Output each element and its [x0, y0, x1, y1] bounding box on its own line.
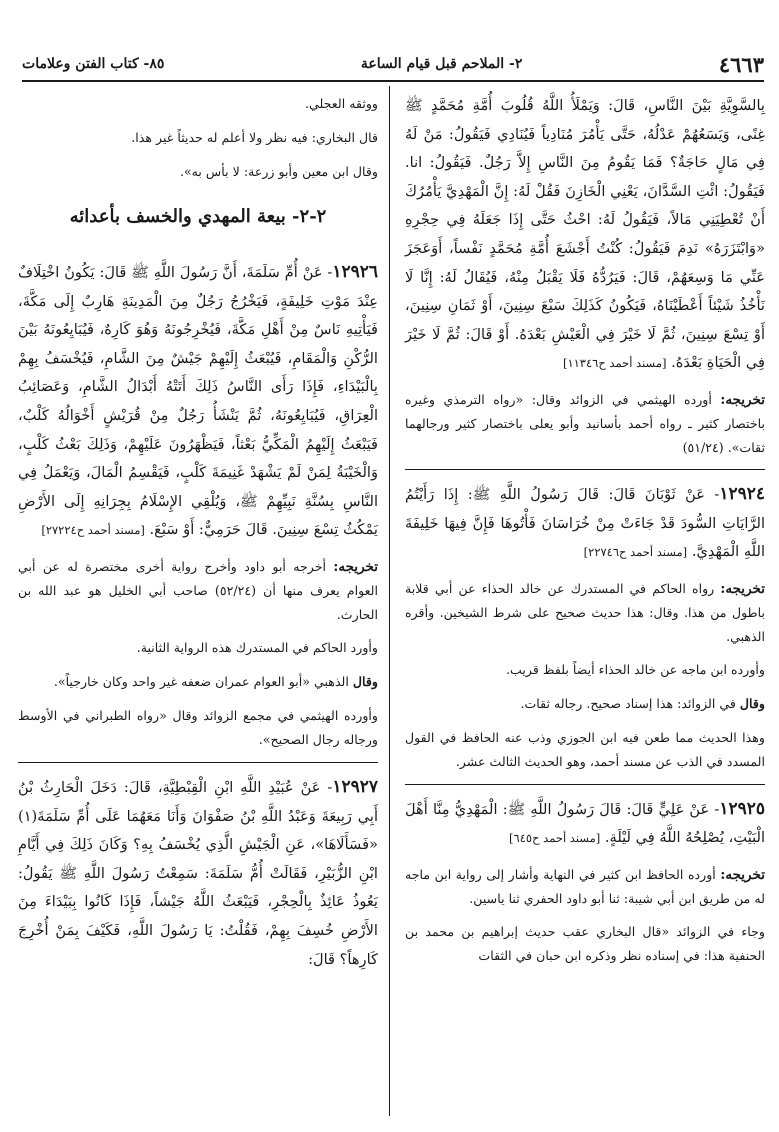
note-paragraph: وقال ابن معين وأبو زرعة: لا بأس به». [179, 164, 378, 179]
takhrij-text: أورده الحافظ ابن كثير في النهاية وأشار إلى رواية ابن ماجه له من طريق ابن أبي شيبة: ثنا أبو داود الحفري ثنا ياسين. [405, 866, 765, 906]
hadith-number: ١٢٩٢٦ [332, 262, 378, 282]
page-number: ٤٦٦٣ [718, 51, 764, 77]
hadith-12926 [18, 258, 378, 545]
takhrij-block [18, 555, 378, 627]
note-label: وقال [739, 695, 765, 711]
takhrij-block [405, 577, 765, 649]
takhrij-label: تخريجه: [720, 580, 765, 597]
hadith-continuation [405, 92, 765, 378]
hadith-source: [مسند أحمد ح١١٣٤٦] [562, 356, 667, 371]
note-paragraph: وأورده الهيثمي في مجمع الزوائد وقال «رواه الطبراني في الأوسط ورجاله رجال الصحيح». [18, 707, 378, 747]
note-paragraph [405, 692, 765, 716]
hadith-text: - عَنْ ثَوْبَانَ قَالَ: قَالَ رَسُولُ اللَّهِ ﷺ: إِذَا رَأَيْتُمُ الرَّايَاتِ السُّودَ قَدْ جَاءَتْ مِنْ خُرَاسَانَ فَأْتُوهَا فَإِنَّ فِيهَا خَلِيفَةَ اللَّهِ الْمَهْدِيَّ. [405, 485, 765, 561]
right-column [405, 92, 765, 978]
hadith-12924 [405, 480, 765, 567]
page-header [22, 48, 764, 82]
column-divider [389, 86, 390, 1116]
takhrij-text: أخرجه أبو داود وأخرج رواية أخرى مختصرة له عن أبي العوام يعرف منها أن (٥٢/٢٤) صاحب أبي الخليل هو عبد الله بن الحارث. [18, 558, 378, 622]
note-paragraph: ووثقه العجلي. [304, 96, 378, 111]
note-paragraph [18, 670, 378, 694]
note-text: في الزوائد: هذا إسناد صحيح. رجاله ثقات. [520, 695, 736, 711]
hadith-number: ١٢٩٢٧ [332, 776, 378, 797]
note-paragraph: وهذا الحديث مما طعن فيه ابن الجوزي وذب عنه الحافظ في القول المسدد في الذب عن مسند أحمد، وهو الحديث الثالث عشر. [405, 729, 765, 769]
divider [405, 469, 765, 470]
section-title: ٢-٢- بيعة المهدي والخسف بأعدائه [69, 206, 327, 227]
left-column [18, 92, 378, 984]
takhrij-label: تخريجه: [720, 866, 765, 883]
takhrij-label: تخريجه: [333, 558, 378, 575]
hadith-text: - عَنْ عَلِيٍّ قَالَ: قَالَ رَسُولُ اللَّهِ ﷺ: الْمَهْدِيُّ مِنَّا أَهْلَ الْبَيْتِ، يُصْلِحُهُ اللَّهُ فِي لَيْلَةٍ. [405, 800, 765, 847]
takhrij-block [405, 388, 765, 460]
note-label: وقال [352, 673, 378, 689]
divider [405, 784, 765, 785]
hadith-number: ١٢٩٢٤ [719, 483, 765, 504]
hadith-source: [مسند أحمد ح٦٤٥] [509, 831, 601, 846]
hadith-text: - عَنْ أُمِّ سَلَمَةَ، أَنَّ رَسُولَ اللَّهِ ﷺ قَالَ: يَكُونُ اخْتِلَافٌ عِنْدَ مَوْتِ خَلِيفَةٍ، فَيَخْرُجُ رَجُلٌ مِنَ الْمَدِينَةِ هَارِبٌ إِلَى مَكَّةَ، فَيَأْتِيهِ نَاسٌ مِنْ أَهْلِ مَكَّةَ، فَيُخْرِجُونَهُ وَهُوَ كَارِهٌ، فَيُبَايِعُونَهُ بَيْنَ الرُّكْنِ وَالْمَقَامِ، فَيُبْعَثُ إِلَيْهِمْ جَيْشٌ مِنَ الشَّامِ، فَيُخْسَفُ بِهِمْ بِالْبَيْدَاءِ، فَإِذَا رَأَى النَّاسُ ذَلِكَ أَتَتْهُ أَبْدَالُ الشَّامِ، وَعَصَائِبُ الْعِرَاقِ، فَيُبَايِعُونَهُ، ثُمَّ يَنْشَأُ رَجُلٌ مِنْ قُرَيْشٍ أَخْوَالُهُ كَلْبٌ، فَيَبْعَثُ إِلَيْهِمُ الْمَكِّيُّ بَعْثاً، فَيَظْهَرُونَ عَلَيْهِمْ، وَذَلِكَ بَعْثُ كَلْبٍ، وَالْخَيْبَةُ لِمَنْ لَمْ يَشْهَدْ غَنِيمَةَ كَلْبٍ، فَيَقْسِمُ الْمَالَ، وَيَعْمَلُ فِي النَّاسِ بِسُنَّةِ نَبِيِّهِمْ ﷺ، وَيُلْقِي الإِسْلَامُ بِجِرَانِهِ إِلَى الأَرْضِ يَمْكُثُ تِسْعَ سِنِينَ. قَالَ حَرَمِيٌّ: أَوْ سَبْعَ. [18, 264, 378, 539]
note-paragraph: قال البخاري: فيه نظر ولا أعلم له حديثاً غير هذا. [131, 130, 378, 145]
hadith-12927 [18, 773, 378, 974]
takhrij-text: رواه الحاكم في المستدرك عن خالد الحذاء عن أبي قلابة باطول من هذا. وقال: هذا حديث صحيح على شرط الشيخين. وأقره الذهبي. [405, 580, 765, 644]
note-paragraph: وأورد الحاكم في المستدرك هذه الرواية الثانية. [136, 639, 378, 655]
chapter-title: ٢- الملاحم قبل قيام الساعة [360, 56, 523, 72]
book-title: ٨٥- كتاب الفتن وعلامات [22, 56, 165, 72]
hadith-source: [مسند أحمد ح٢٢٧٤٦] [583, 545, 688, 560]
takhrij-text: أورده الهيثمي في الزوائد وقال: «رواه الترمذي وغيره باختصار كثير ـ رواه أحمد بأسانيد وأبو يعلى باختصار كثير ورجالهما ثقات». (٥١/٢٤) [405, 391, 765, 455]
hadith-text: بِالسَّوِيَّةِ بَيْنَ النَّاسِ، قَالَ: وَيَمْلَأُ اللَّهُ قُلُوبَ أُمَّةِ مُحَمَّدٍ ﷺ غِنًى، وَيَسَعُهُمْ عَدْلُهُ، حَتَّى يَأْمُرَ مُنَادِياً فَيُنَادِي فَيَقُولُ: مَنْ لَهُ فِي مَالٍ حَاجَةٌ؟ فَمَا يَقُومُ مِنَ النَّاسِ إِلاَّ رَجُلٌ. فَيَقُولُ: انا. فَيَقُولُ: ائْتِ السَّدَّانَ، يَعْنِي الْخَازِنَ فَقُلْ لَهُ: إِنَّ الْمَهْدِيَّ يَأْمُرُكَ أَنْ تُعْطِيَنِي مَالاً، فَيَقُولُ لَهُ: احْثُ حَتَّى إِذَا جَعَلَهُ فِي حِجْرِهِ «وَابْتَزَرَهُ» نَدِمَ فَيَقُولُ: كُنْتُ أَجْشَعَ أُمَّةِ مُحَمَّدٍ نَفْساً، أَوَعَجَزَ عَنِّي مَا وَسِعَهُمْ، قَالَ: فَيَرُدُّهُ فَلَا يَقْبَلُ مِنْهُ، فَيُقَالُ لَهُ: إِنَّا لَا نَأْخُذُ شَيْئاً أَعْطَيْنَاهُ، فَيَكُونُ كَذَلِكَ سَبْعَ سِنِينَ، أَوْ ثَمَانِ سِنِينَ، أَوْ تِسْعَ سِنِينَ، ثُمَّ لَا خَيْرَ فِي الْعَيْشِ بَعْدَهُ. أَوْ قَالَ: ثُمَّ لَا خَيْرَ فِي الْحَيَاةِ بَعْدَهُ. [405, 97, 765, 372]
takhrij-block [405, 863, 765, 911]
note-paragraph: وأورده ابن ماجه عن خالد الحذاء أيضاً بلفظ قريب. [506, 661, 765, 677]
divider [18, 762, 378, 763]
note-text: الذهبي «أبو العوام عمران ضعفه غير واحد وكان خارجياً». [53, 673, 349, 689]
hadith-12925 [405, 795, 765, 853]
hadith-source: [مسند أحمد ح٢٧٢٢٤] [41, 523, 145, 538]
takhrij-label: تخريجه: [720, 391, 765, 408]
hadith-number: ١٢٩٢٥ [719, 798, 765, 819]
note-paragraph: وجاء في الزوائد «قال البخاري عقب حديث إبراهيم بن محمد بن الحنفية هذا: في إسناده نظر وذكره ابن حبان في الثقات [405, 923, 765, 963]
hadith-text: - عَنْ عُبَيْدِ اللَّهِ ابْنِ الْقِبْطِيَّةِ، قَالَ: دَخَلَ الْحَارِثُ بْنُ أَبِي رَبِيعَةَ وَعَبْدُ اللَّهِ بْنُ صَفْوَانَ وَأَنَا مَعَهُمَا عَلَى أُمِّ سَلَمَةَ(١) «فَسَأَلَاهَا»، عَنِ الْجَيْشِ الَّذِي يُخْسَفُ بِهِ؟ وَكَانَ ذَلِكَ فِي أَيَّامِ ابْنِ الزُّبَيْرِ، فَقَالَتْ أُمُّ سَلَمَةَ: سَمِعْتُ رَسُولَ اللَّهِ ﷺ يَقُولُ: يَعُوذُ عَائِذٌ بِالْحِجْرِ، فَيَبْعَثُ اللَّهُ جَيْشاً، فَإِذَا كَانُوا بِبَيْدَاءَ مِنَ الأَرْضِ خُسِفَ بِهِمْ، فَقُلْتُ: يَا رَسُولَ اللَّهِ، فَكَيْفَ بِمَنْ أُخْرِجَ كَارِهاً؟ قَالَ: [18, 778, 378, 968]
